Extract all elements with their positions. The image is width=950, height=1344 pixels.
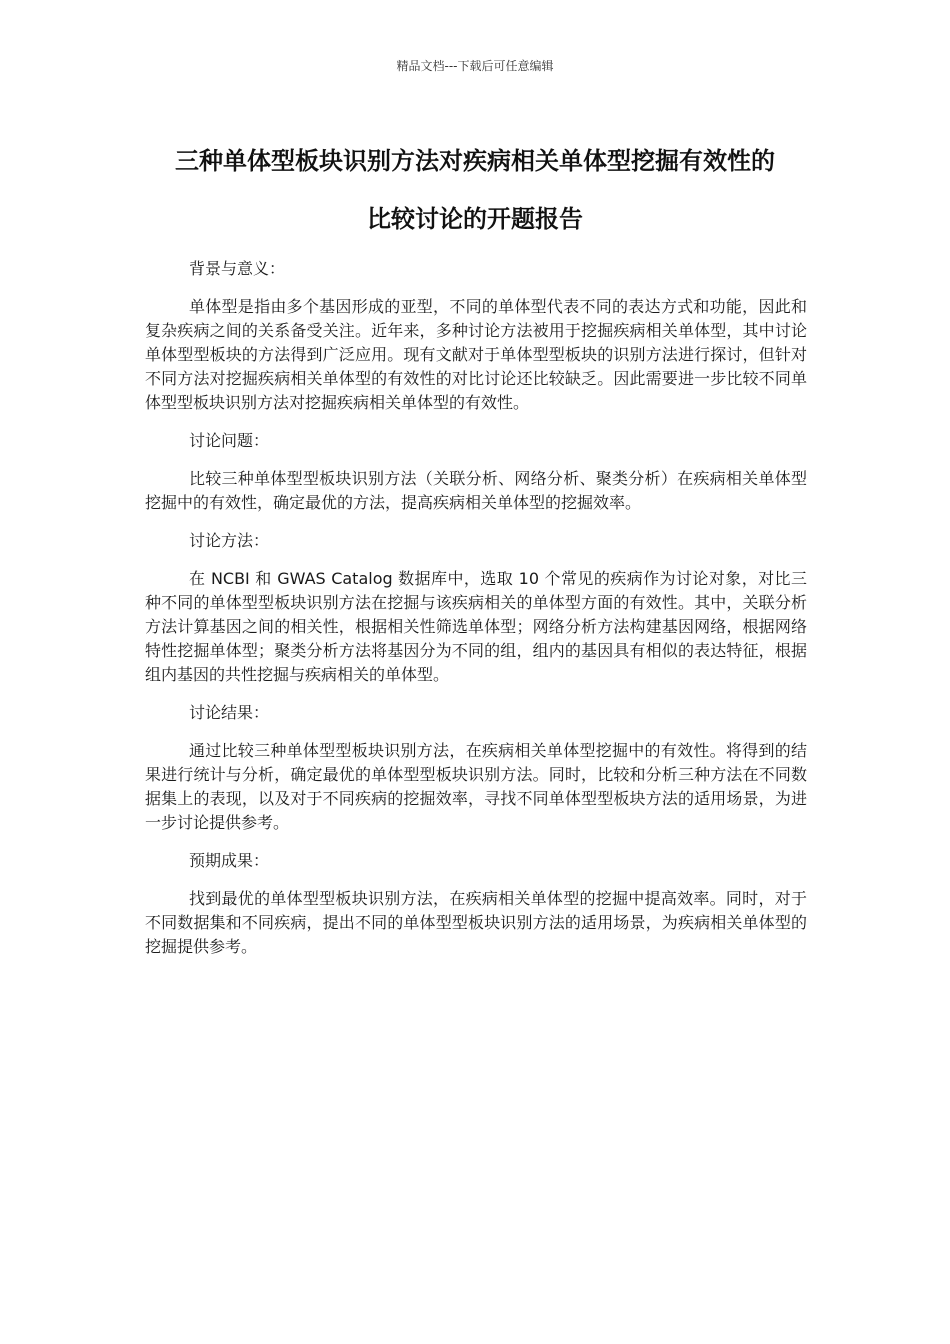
section-body-background: 单体型是指由多个基因形成的亚型，不同的单体型代表不同的表达方式和功能，因此和复杂疾病之间的关系备受关注。近年来，多种讨论方法被用于挖掘疾病相关单体型，其中讨论单体型型板块的方法得到广泛应用。现有文献对于单体型型板块的识别方法进行探讨，但针对不同方法对挖掘疾病相关单体型的有效性的对比讨论还比较缺乏。因此需要进一步比较不同单体型型板块识别方法对挖掘疾病相关单体型的有效性。 [145,297,807,412]
title-line-1: 三种单体型板块识别方法对疾病相关单体型挖掘有效性的 [175,147,775,175]
page-header: 精品文档---下载后可任意编辑 [396,59,554,73]
section-body-method: 在 NCBI 和 GWAS Catalog 数据库中，选取 10 个常见的疾病作为讨论对象，对比三种不同的单体型型板块识别方法在挖掘与该疾病相关的单体型方面的有效性。其中，关联分析方法计算基因之间的相关性，根据相关性筛选单体型；网络分析方法构建基因网络，根据网络特性挖掘单体型；聚类分析方法将基因分为不同的组，组内的基因具有相似的表达特征，根据组内基因的共性挖掘与疾病相关的单体型。 [145,569,807,684]
section-heading-results: 讨论结果： [189,703,270,722]
section-body-question: 比较三种单体型型板块识别方法（关联分析、网络分析、聚类分析）在疾病相关单体型挖掘中的有效性，确定最优的方法，提高疾病相关单体型的挖掘效率。 [145,469,807,512]
title-line-2: 比较讨论的开题报告 [367,205,583,233]
section-heading-outcomes: 预期成果： [189,851,270,870]
section-heading-question: 讨论问题： [189,431,270,450]
section-body-results: 通过比较三种单体型型板块识别方法，在疾病相关单体型挖掘中的有效性。将得到的结果进行统计与分析，确定最优的单体型型板块识别方法。同时，比较和分析三种方法在不同数据集上的表现，以及对于不同疾病的挖掘效率，寻找不同单体型型板块方法的适用场景，为进一步讨论提供参考。 [145,741,807,832]
section-body-outcomes: 找到最优的单体型型板块识别方法，在疾病相关单体型的挖掘中提高效率。同时，对于不同数据集和不同疾病，提出不同的单体型型板块识别方法的适用场景，为疾病相关单体型的挖掘提供参考。 [145,889,807,956]
document-title [145,132,805,248]
document-body [145,257,807,973]
section-heading-method: 讨论方法： [189,531,270,550]
section-heading-background: 背景与意义： [189,259,286,278]
